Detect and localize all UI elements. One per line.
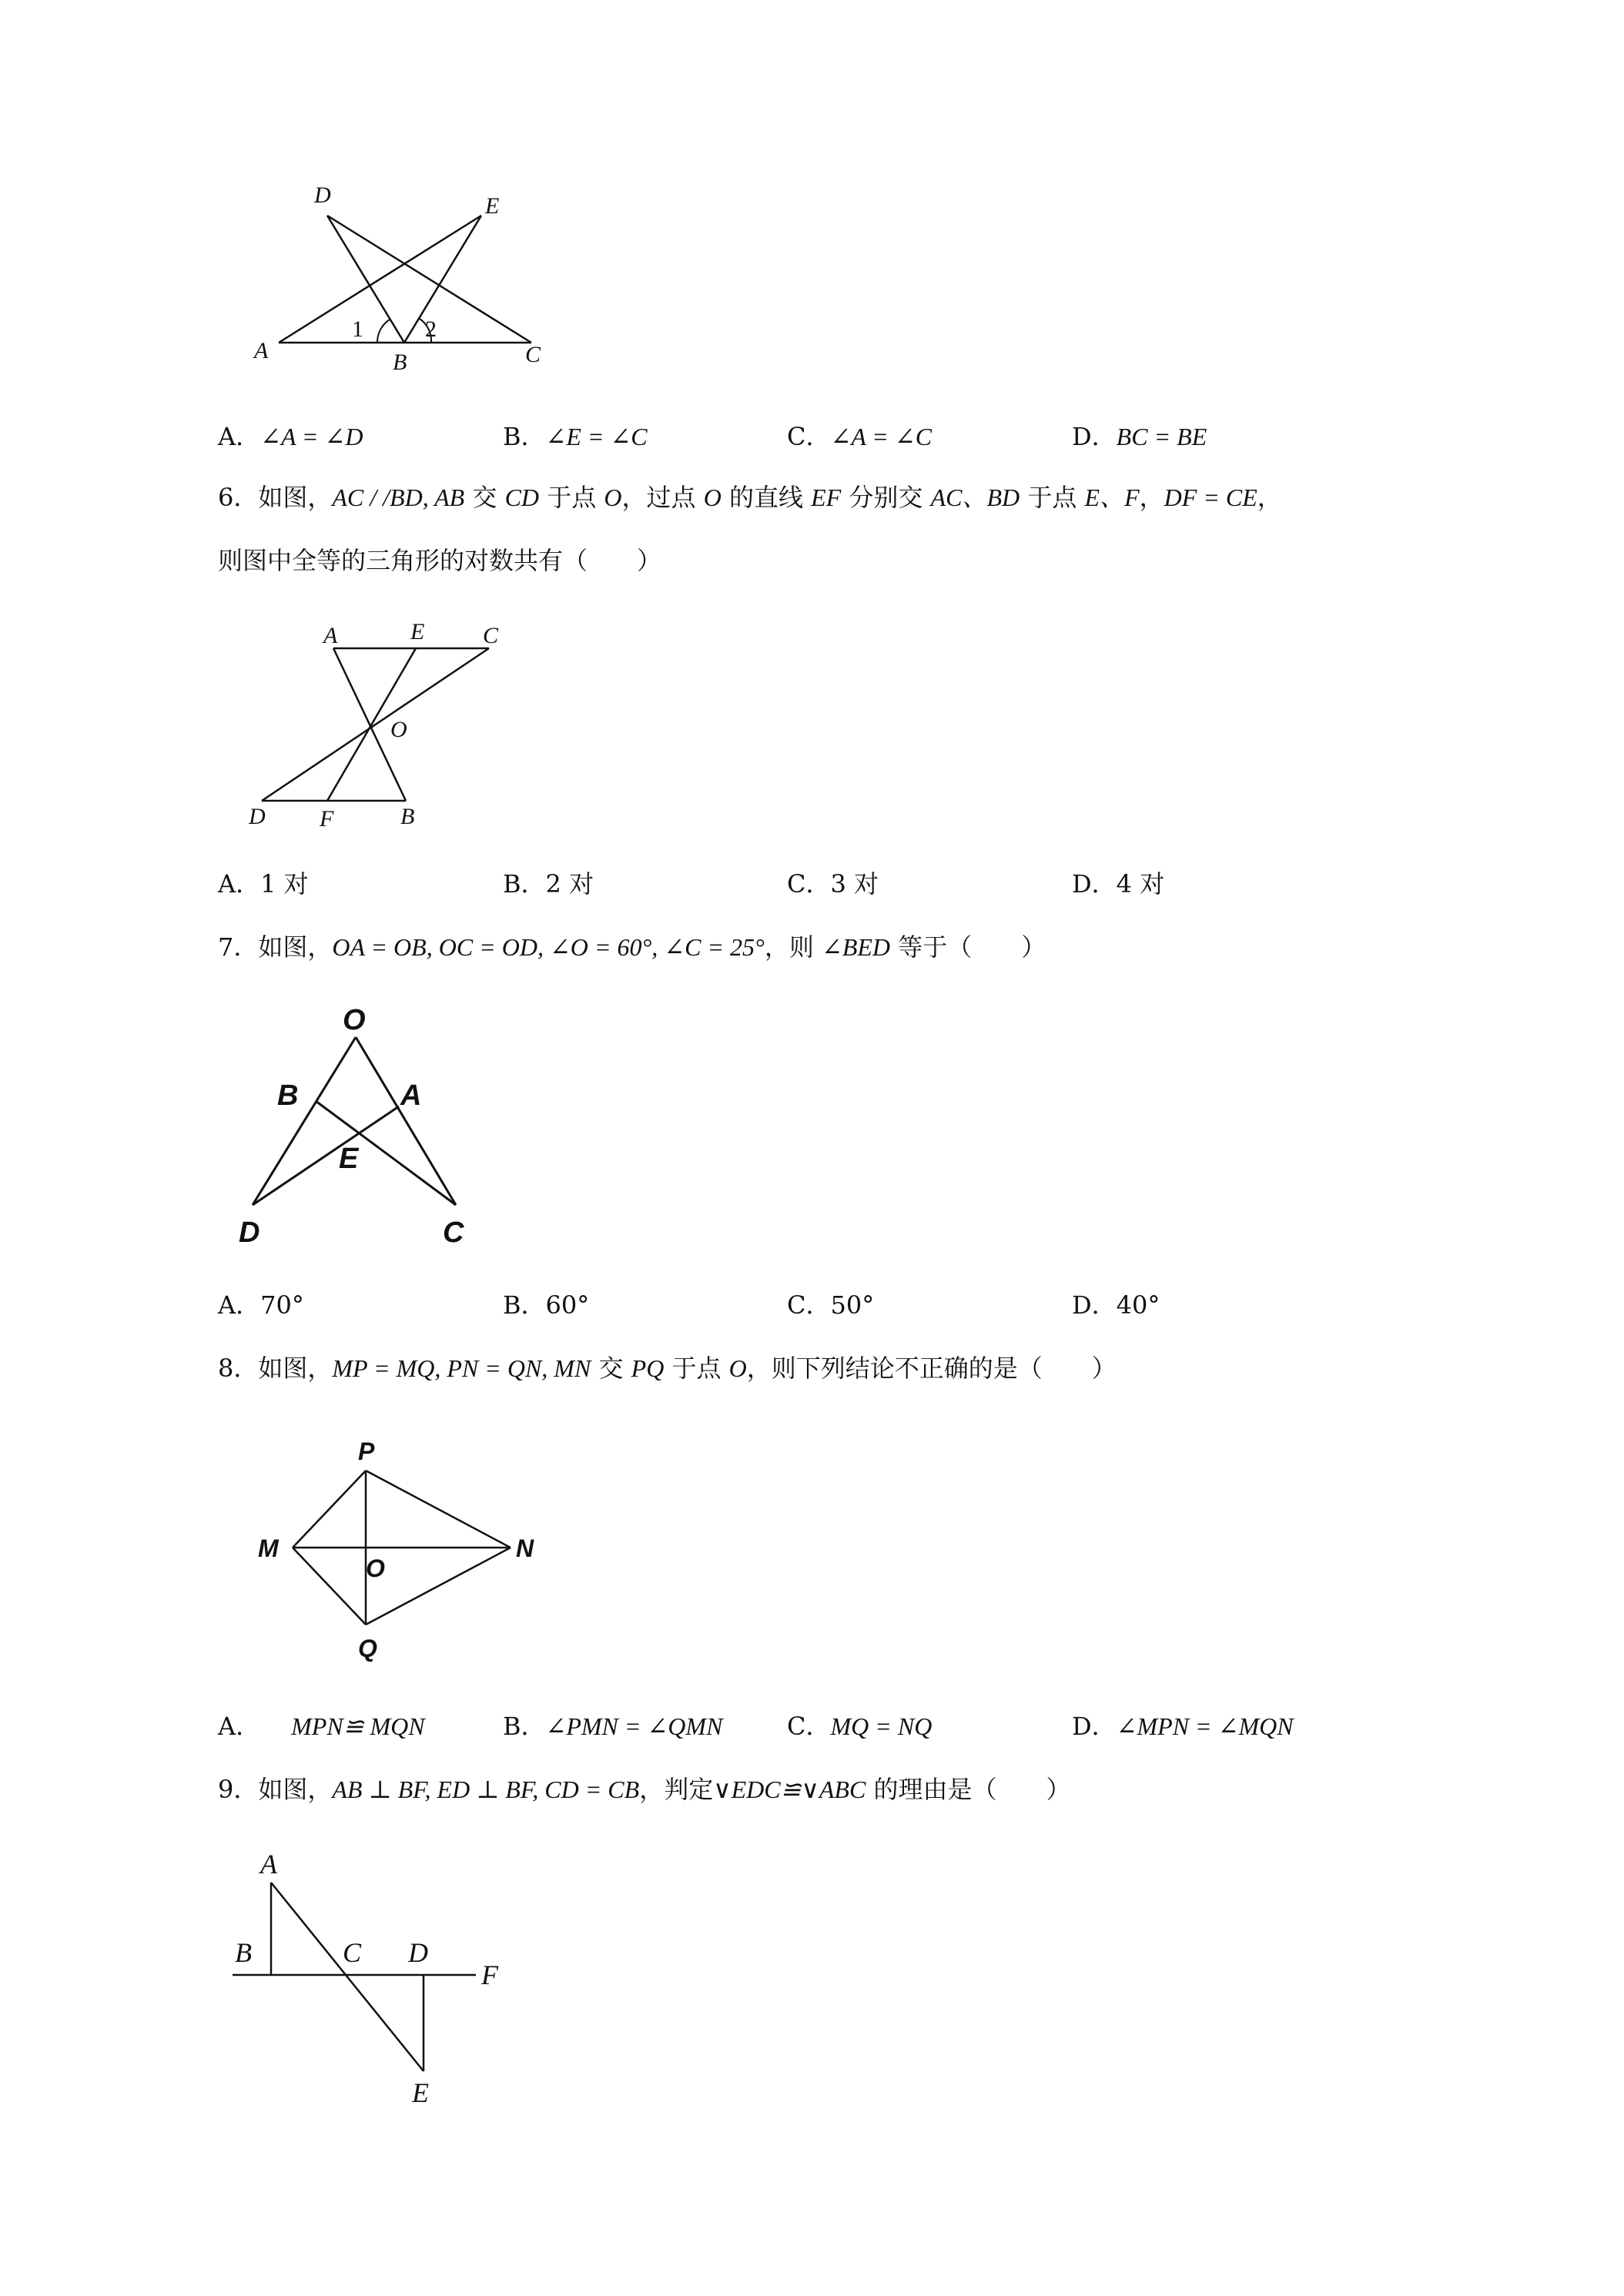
q8-option-b [503,1711,722,1742]
q5-option-d [1072,421,1207,452]
q7-option-d-letter: D． [1072,1290,1117,1320]
q6-option-c-letter: C． [787,869,831,899]
q7-option-d [1072,1290,1160,1320]
q6-option-a-letter: A． [218,869,261,899]
q8-option-c-text: MQ = NQ [830,1712,933,1740]
q7-option-a-text: 70° [260,1290,304,1320]
q5-option-d-letter: D． [1072,422,1117,451]
q7-option-b-letter: B． [503,1290,546,1320]
q5-option-b-letter: B． [503,422,546,451]
q9-label-f: F [481,1960,498,1990]
q9-label-a: A [260,1849,277,1879]
q7-line-od [253,1037,356,1205]
q7-label-c: C [443,1217,464,1249]
q6-label-c: C [483,623,499,648]
q6-option-b-letter: B． [503,869,546,899]
q8-line-mp [293,1471,366,1548]
q7-option-b-text: 60° [545,1290,590,1320]
q5-option-b [503,421,648,452]
q8-label-q: Q [358,1635,377,1662]
q6-label-o: O [390,717,407,742]
q7-stem [218,932,1046,962]
q5-option-b-text: ∠E = ∠C [545,423,648,450]
q5-label-b: B [393,350,407,375]
q6-stem-line2: 则图中全等的三角形的对数共有（ ） [218,546,662,575]
q6-text-4: 的直线 [721,483,812,512]
q7-label-o: O [343,1004,366,1036]
q6-label-d: D [249,804,266,829]
q5-label-c: C [525,342,541,367]
q9-prefix: 9．如图， [218,1775,333,1804]
q9-label-d: D [408,1937,428,1968]
q9-stem [218,1774,1070,1805]
q7-figure [231,997,485,1267]
q8-label-m: M [258,1535,279,1562]
q9-math2: ∨EDC≌∨ABC [713,1776,866,1803]
q6-option-d-text: 4 对 [1116,869,1165,899]
q8-label-o: O [366,1555,385,1582]
q6-figure [243,620,520,839]
q8-option-b-letter: B． [503,1712,546,1741]
q5-label-e: E [485,193,500,219]
q7-label-b: B [277,1079,299,1112]
q7-label-d: D [239,1217,260,1249]
q7-mid: ，则 [764,932,822,962]
q6-math-4: O [703,484,722,511]
q5-line-be [404,216,481,343]
q6-label-f: F [320,806,334,832]
q5-option-a-text: ∠A = ∠D [260,423,363,450]
q7-math: OA = OB, OC = OD, ∠O = 60°, ∠C = 25° [332,933,765,961]
q9-math: AB ⊥ BF, ED ⊥ BF, CD = CB [332,1776,640,1803]
q6-option-c-text: 3 对 [830,869,879,899]
q6-text-2: 于点 [539,483,604,512]
q9-end: 的理由是（ ） [866,1775,1071,1804]
q8-stem [218,1353,1117,1384]
q5-option-c [787,421,932,452]
q5-label-1: 1 [352,316,363,342]
q6-line-cd [262,648,489,801]
q8-math3: O [728,1354,747,1382]
q8-math2: PQ [631,1354,665,1382]
q9-mid: ，判定 [639,1775,714,1804]
q8-mid: 交 [591,1354,631,1383]
q7-option-a-letter: A． [218,1290,261,1320]
q8-math: MP = MQ, PN = QN, MN [332,1354,591,1382]
q7-option-b [503,1290,589,1320]
q7-option-c-letter: C． [787,1290,831,1320]
q6-option-a-text: 1 对 [260,869,309,899]
q6-option-b-text: 2 对 [545,869,594,899]
q6-text-6: 于点 [1020,483,1085,512]
q9-line-ae [271,1883,424,2071]
q8-prefix: 8．如图， [218,1354,333,1383]
q7-math2: ∠BED [822,933,891,961]
q5-figure [246,173,570,381]
q8-line-pn [366,1471,511,1548]
q5-label-d: D [314,182,331,208]
q6-math-3: O [604,484,622,511]
q5-option-d-text: BC = BE [1116,423,1207,450]
q5-label-2: 2 [425,316,437,342]
q6-label-b: B [400,804,415,829]
q7-end: 等于（ ） [890,932,1046,962]
q6-math-5: EF [811,484,842,511]
q8-mid2: 于点 [664,1354,729,1383]
q8-option-a [218,1711,425,1742]
q5-option-a [218,421,363,452]
q8-option-c-letter: C． [787,1712,831,1741]
q8-end: ，则下列结论不正确的是（ ） [746,1354,1117,1383]
q6-math-6: AC、BD [930,484,1020,511]
q8-option-d [1072,1711,1294,1742]
q8-option-b-text: ∠PMN = ∠QMN [545,1712,723,1740]
q8-option-d-text: ∠MPN = ∠MQN [1116,1712,1294,1740]
q7-line-ad [253,1106,399,1205]
q7-prefix: 7．如图， [218,932,333,962]
q6-math-7: E、F [1084,484,1140,511]
q6-label-a: A [323,623,338,648]
q7-option-a [218,1290,304,1320]
q5-label-a: A [254,338,269,363]
q8-label-p: P [358,1438,375,1465]
q8-option-a-letter: A． [218,1712,261,1741]
q5-option-c-text: ∠A = ∠C [830,423,933,450]
q6-math-2: CD [504,484,540,511]
q5-line-db [327,216,404,343]
q8-option-c [787,1711,932,1742]
q6-text-end: ， [1257,483,1282,512]
q5-option-a-letter: A． [218,422,261,451]
q5-line-ae [279,216,481,343]
q7-option-d-text: 40° [1116,1290,1160,1320]
q6-option-d [1072,869,1164,899]
q5-angle-1-arc [377,320,390,343]
q9-figure [223,1844,516,2106]
q6-option-d-letter: D． [1072,869,1117,899]
q6-text-5: 分别交 [841,483,931,512]
q6-label-e: E [410,619,425,644]
q7-option-c-text: 50° [830,1290,875,1320]
q8-option-d-letter: D． [1072,1712,1117,1741]
q8-figure [250,1432,558,1678]
q7-label-e: E [339,1143,359,1175]
q8-option-a-text: MPN≌ MQN [291,1712,425,1740]
q6-text-1: 交 [464,483,505,512]
q9-label-c: C [343,1937,362,1968]
q7-label-a: A [400,1079,422,1112]
q6-text-3: ，过点 [621,483,704,512]
q8-line-qm [293,1548,366,1625]
q7-option-c [787,1290,874,1320]
q6-text-7: ， [1139,483,1164,512]
q8-label-n: N [516,1535,534,1562]
q9-label-e: E [412,2077,429,2108]
q7-line-oc [356,1037,456,1205]
q8-line-nq [366,1548,511,1625]
q6-stem-line1 [218,482,1282,513]
q6-math-8: DF = CE [1164,484,1257,511]
q6-option-a [218,869,309,899]
q6-math-1: AC / /BD, AB [332,484,465,511]
q5-option-c-letter: C． [787,422,831,451]
q6-option-c [787,869,879,899]
q6-prefix: 6．如图， [218,483,333,512]
q6-option-b [503,869,594,899]
q9-label-b: B [235,1937,252,1968]
